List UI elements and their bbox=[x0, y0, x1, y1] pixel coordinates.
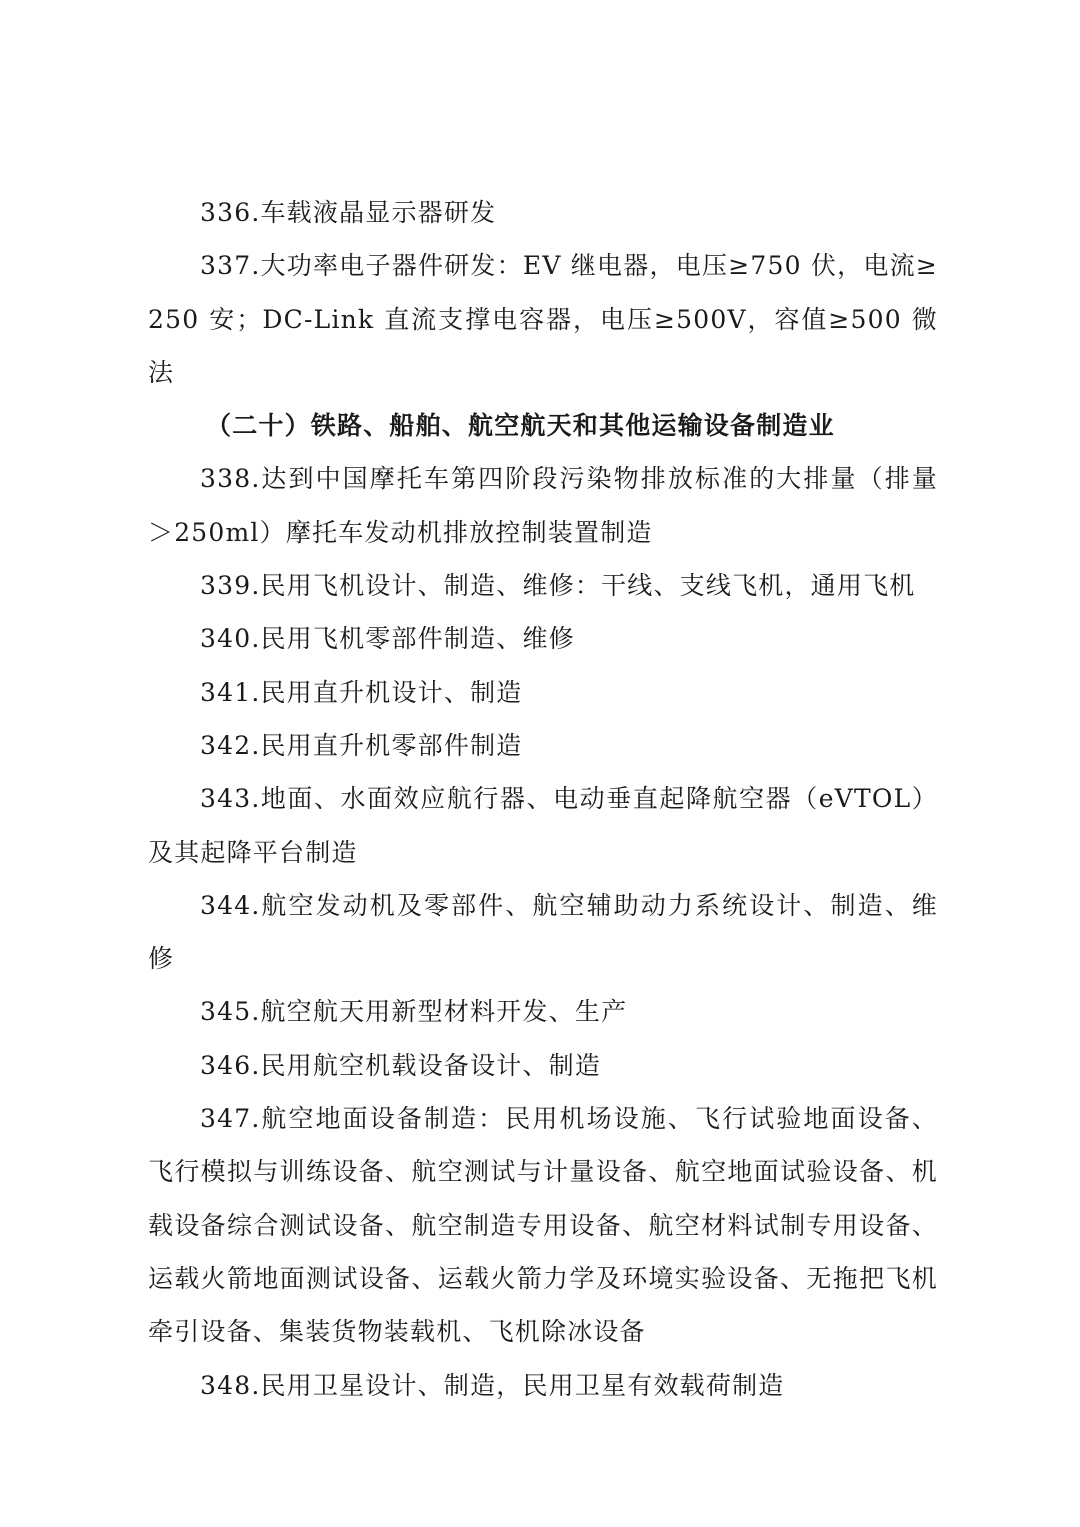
list-item-342: 342.民用直升机零部件制造 bbox=[200, 730, 523, 760]
list-item-345: 345.航空航天用新型材料开发、生产 bbox=[200, 997, 628, 1027]
list-item-347: 347.航空地面设备制造：民用机场设施、飞行试验地面设备、飞行模拟与训练设备、航空测试与计量设备、航空地面试验设备、机载设备综合测试设备、航空制造专用设备、航空材料试制专用设备、运载火箭地面测试设备、运载火箭力学及环境实验设备、无拖把飞机牵引设备、集装货物装载机、飞机除冰设备 bbox=[148, 1104, 938, 1347]
list-item-336: 336.车载液晶显示器研发 bbox=[200, 198, 497, 227]
section-heading: （二十）铁路、船舶、航空航天和其他运输设备制造业 bbox=[206, 411, 835, 441]
list-item-344: 344.航空发动机及零部件、航空辅助动力系统设计、制造、维修 bbox=[148, 890, 938, 974]
list-item-339: 339.民用飞机设计、制造、维修：干线、支线飞机，通用飞机 bbox=[200, 571, 916, 601]
list-item-338: 338.达到中国摩托车第四阶段污染物排放标准的大排量（排量＞250ml）摩托车发动机排放控制装置制造 bbox=[148, 464, 938, 547]
list-item-348: 348.民用卫星设计、制造，民用卫星有效载荷制造 bbox=[200, 1370, 785, 1400]
list-item-346: 346.民用航空机载设备设计、制造 bbox=[200, 1050, 602, 1080]
list-item-340: 340.民用飞机零部件制造、维修 bbox=[200, 624, 575, 654]
list-item-337: 337.大功率电子器件研发：EV 继电器，电压≥750 伏，电流≥250 安；DC-Link 直流支撑电容器，电压≥500V，容值≥500 微法 bbox=[148, 251, 938, 387]
list-item-341: 341.民用直升机设计、制造 bbox=[200, 677, 523, 707]
list-item-343: 343.地面、水面效应航行器、电动垂直起降航空器（eVTOL）及其起降平台制造 bbox=[148, 784, 938, 867]
document-page bbox=[148, 186, 938, 1412]
